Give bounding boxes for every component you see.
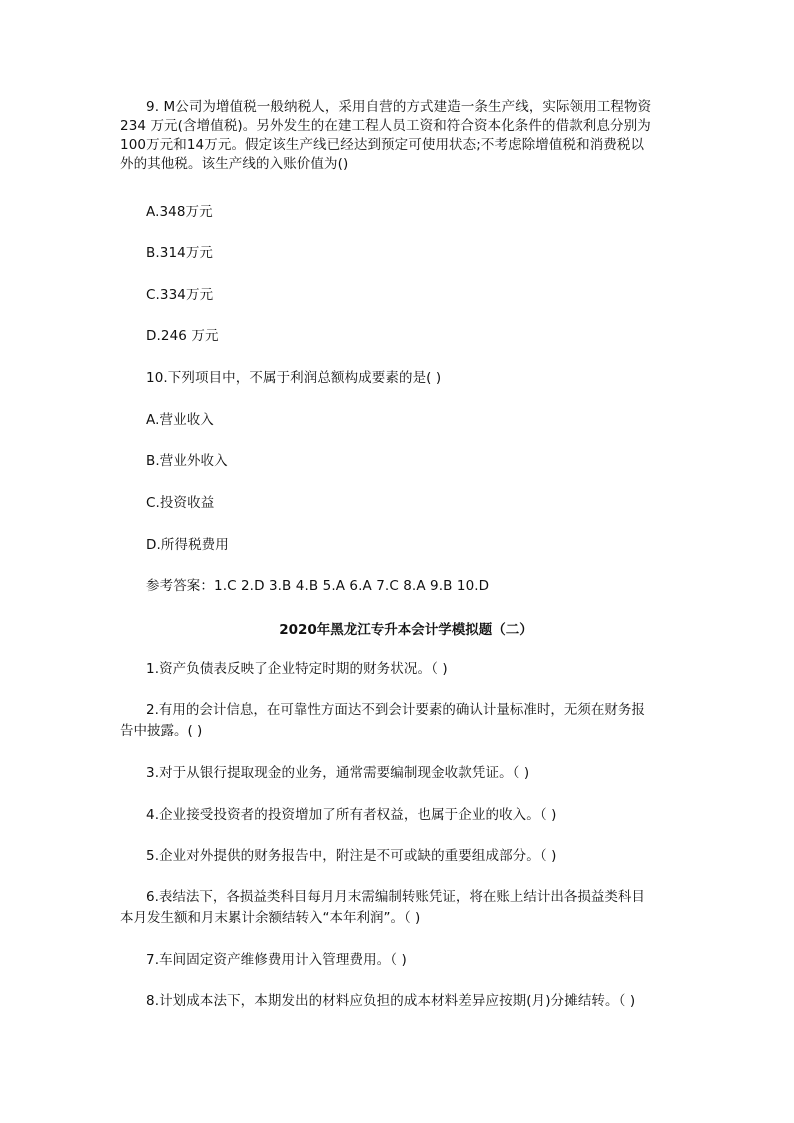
question-9-line-4: 外的其他税。该生产线的入账价值为() <box>120 156 349 172</box>
tf-question-3: 3.对于从银行提取现金的业务，通常需要编制现金收款凭证。（ ) <box>146 765 530 781</box>
section-title: 2020年黑龙江专升本会计学模拟题（二） <box>279 622 533 638</box>
question-9-line-2: 234 万元(含增值税)。另外发生的在建工程人员工资和符合资本化条件的借款利息分别为 <box>120 118 651 134</box>
tf-question-2-line-1: 2.有用的会计信息，在可靠性方面达不到会计要素的确认计量标准时，无须在财务报 <box>146 702 645 718</box>
tf-question-2-line-2: 告中披露。( ) <box>120 723 203 739</box>
answer-key: 参考答案：1.C 2.D 3.B 4.B 5.A 6.A 7.C 8.A 9.B 10.D <box>146 578 490 594</box>
tf-question-2 <box>120 700 666 742</box>
question-9-option-a: A.348万元 <box>146 204 213 220</box>
question-10-option-a: A.营业收入 <box>146 412 214 428</box>
tf-question-6-line-2: 本月发生额和月末累计余额结转入“本年利润”。（ ) <box>120 910 421 926</box>
question-10-option-c: C.投资收益 <box>146 495 215 511</box>
tf-question-4: 4.企业接受投资者的投资增加了所有者权益，也属于企业的收入。（ ) <box>146 807 557 823</box>
tf-question-7: 7.车间固定资产维修费用计入管理费用。（ ) <box>146 952 407 968</box>
question-10-option-d: D.所得税费用 <box>146 537 229 553</box>
question-10-stem: 10.下列项目中，不属于利润总额构成要素的是( ) <box>146 370 442 386</box>
question-9-option-c: C.334万元 <box>146 287 214 303</box>
question-9-option-b: B.314万元 <box>146 245 214 261</box>
tf-question-5: 5.企业对外提供的财务报告中，附注是不可或缺的重要组成部分。（ ) <box>146 848 557 864</box>
question-10-option-b: B.营业外收入 <box>146 453 228 469</box>
tf-question-6 <box>120 887 666 929</box>
tf-question-6-line-1: 6.表结法下，各损益类科目每月月末需编制转账凭证，将在账上结计出各损益类科目 <box>146 889 645 905</box>
question-9-option-d: D.246 万元 <box>146 328 219 344</box>
question-9-line-3: 100万元和14万元。假定该生产线已经达到预定可使用状态;不考虑除增值税和消费税以 <box>120 137 645 153</box>
tf-question-8: 8.计划成本法下，本期发出的材料应负担的成本材料差异应按期(月)分摊结转。（ ) <box>146 993 636 1009</box>
tf-question-1: 1.资产负债表反映了企业特定时期的财务状况。（ ) <box>146 661 448 677</box>
question-9-line-1: 9. M公司为增值税一般纳税人，采用自营的方式建造一条生产线，实际领用工程物资 <box>146 99 652 115</box>
question-9 <box>120 98 666 174</box>
